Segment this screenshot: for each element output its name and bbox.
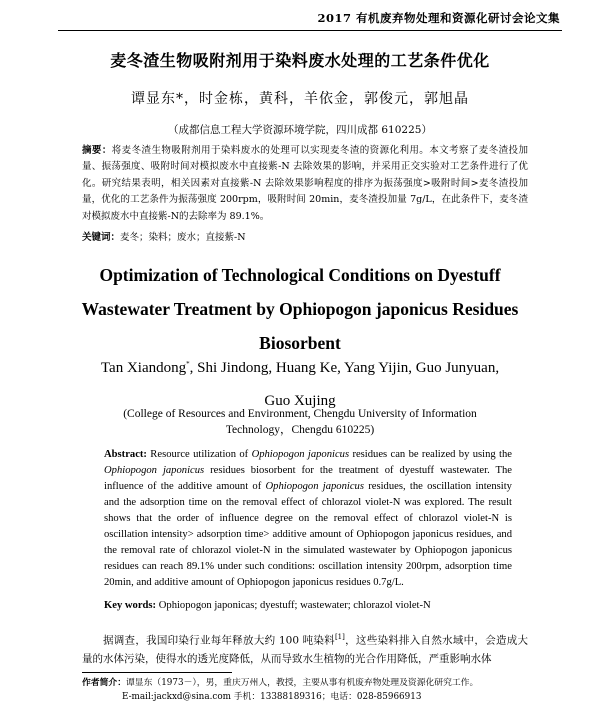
english-authors-line-2: Guo Xujing [264,393,336,409]
species-name-1: Ophiopogon japonicus [251,449,350,460]
abstract-part-2: residues can be realized by using the [349,449,512,460]
footnote-rule [82,672,232,673]
english-abstract-label: Abstract: [104,449,147,460]
chinese-keywords [82,229,246,243]
co-authors: , Shi Jindong, Huang Ke, Yang Yijin, Guo Junyuan, [189,360,500,376]
abstract-part-4: residues, the oscillation intensity and the adsorption time on the removal effect of chlorazol violet-N was explored. The result shows that the order of influence degree on the removal effect of chlorazol violet-N is oscillation intensity> adsorption time> additive amount of Ophiopogon japonicus residues, and the removal rate of chlorazol violet-N in the simulated wastewater by Ophiopogon japonicus residues can reach 89.1% under such conditions: oscillation intensity 200rpm, adsorption time 20min, and additive amount of Ophiopogon japonicus residues 0.7g/L. [104,481,512,588]
english-title [0,258,600,360]
english-keywords-label: Key words: [104,600,157,611]
english-keywords [104,600,431,611]
chinese-abstract-label: 摘要： [82,145,112,156]
english-affiliation-line-2: Technology，Chengdu 610225) [225,424,375,436]
chinese-abstract-text: 将麦冬渣生物吸附剂用于染料废水的处理可以实现麦冬渣的资源化利用。本文考察了麦冬渣投加量、振荡强度、吸附时间对模拟废水中直接紫-N 去除效果的影响，并采用正交实验对工艺条件进行了优化。研究结果表明，相关因素对直接紫-N 去除效果影响程度的排序为振荡强度>吸附时间>麦冬渣投加量，优化的工艺条件为振荡强度 200rpm，吸附时间 20min，麦冬渣投加量 7g/L，在此条件下，麦冬渣对模拟废水中直接紫-N的去除率为 89.1%。 [82,145,528,222]
footnote-line-1 [82,676,528,690]
body-text-a: 据调查，我国印染行业每年释放大约 100 吨染料 [103,634,335,647]
chinese-abstract [82,143,528,225]
english-affiliation [82,406,518,438]
author-footnote [82,676,528,704]
chinese-keywords-text: 麦冬；染料；废水；直接紫-N [120,232,246,243]
footnote-label: 作者简介： [82,678,126,688]
chinese-authors: 谭显东*，时金栋，黄科，羊依金，郭俊元，郭旭晶 [131,91,469,107]
abstract-part-1: Resource utilization of [146,449,252,460]
chinese-title: 麦冬渣生物吸附剂用于染料废水处理的工艺条件优化 [110,51,490,70]
abstract-part-3: residues biosorbent for the treatment of dyestuff wastewater. The influence of the additive amount of [104,465,512,492]
english-keywords-text: Ophiopogon japonicas; dyestuff; wastewater; chlorazol violet-N [156,600,431,611]
english-title-line-2: Wastewater Treatment by Ophiopogon japonicus Residues [81,299,519,319]
english-affiliation-line-1: (College of Resources and Environment, Chengdu University of Information [123,408,477,420]
running-header: 2017 有机废弃物处理和资源化研讨会论文集 [317,11,560,25]
body-paragraph [82,628,528,668]
english-title-line-3: Biosorbent [259,333,341,353]
english-abstract [104,447,512,591]
citation-ref: [1] [334,633,345,641]
english-title-line-1: Optimization of Technological Conditions on Dyestuff [99,265,501,285]
footnote-line-2: E-mail:jackxd@sina.com 手机：13388189316；电话：028-85966913 [122,692,422,702]
header-rule [58,30,562,31]
species-name-3: Ophiopogon japonicus [265,481,364,492]
species-name-2: Ophiopogon japonicus [104,465,205,476]
english-authors-line-1 [60,348,540,385]
chinese-keywords-label: 关键词： [82,232,121,243]
first-author: Tan Xiandong [100,360,187,376]
footnote-text-1: 谭显东（1973－），男，重庆万州人，教授，主要从事有机废弃物处理及资源化研究工作。 [126,678,479,688]
body-text-b: ，这些染料排入自然水域中，会造成大量的水体污染，使得水的透光度降低，从而导致水生植物的光合作用降低，严重影响水体 [82,634,529,665]
corresponding-mark: * [186,360,190,368]
chinese-affiliation: （成都信息工程大学资源环境学院，四川成都 610225） [168,124,432,136]
